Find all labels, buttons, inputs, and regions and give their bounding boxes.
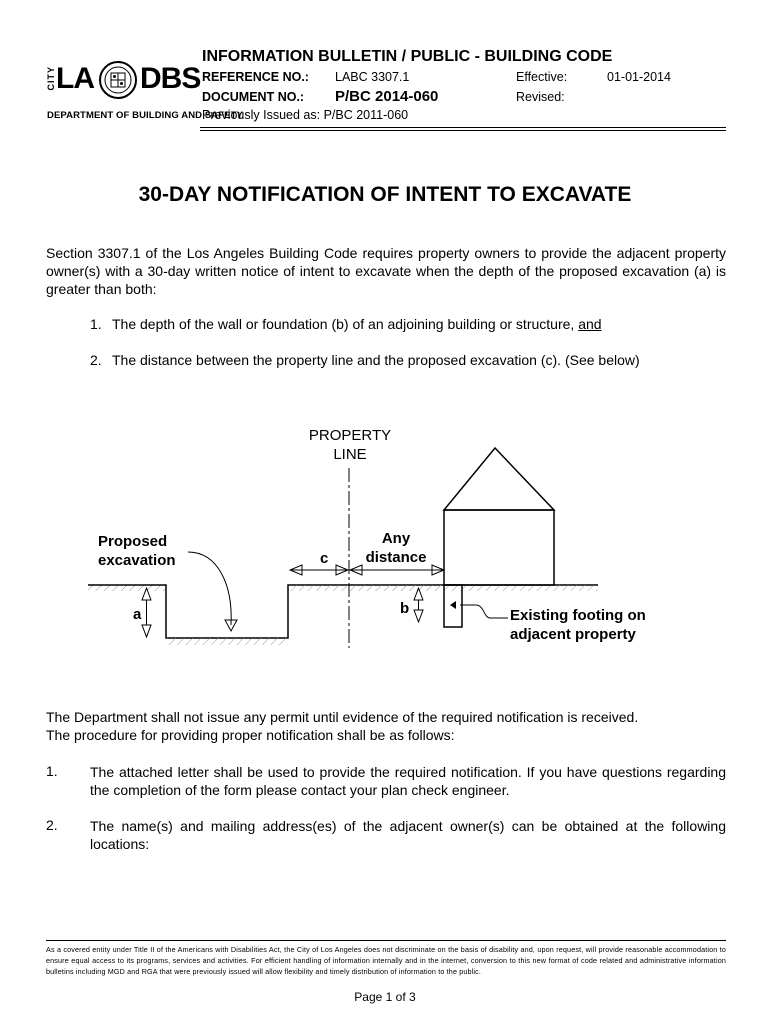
- footing-label-2: adjacent property: [510, 626, 636, 643]
- procedure-2-number: 2.: [46, 817, 58, 833]
- logo-dbs-text: DBS: [140, 62, 201, 95]
- city-seal-icon: [98, 58, 138, 104]
- proposed-leader: [188, 552, 231, 625]
- any-label: Any: [381, 530, 411, 547]
- distance-label: distance: [365, 549, 427, 566]
- proposed-label-1: Proposed: [98, 533, 168, 550]
- ground-hatch-right: [288, 585, 598, 591]
- reference-value: LABC 3307.1: [335, 70, 410, 84]
- label-a: a: [133, 606, 142, 623]
- intro-paragraph: Section 3307.1 of the Los Angeles Building Code requires property owners to provide the adjacent property owner(s) with a 30-day written notice of intent to excavate when the depth of the proposed excavation (a) is greater than both:: [46, 245, 726, 297]
- page-title: 30-DAY NOTIFICATION OF INTENT TO EXCAVATE: [138, 183, 632, 206]
- a-arrow-down-icon: [142, 625, 151, 637]
- footer-rule: [46, 940, 726, 941]
- footing-label-1: Existing footing on: [510, 607, 646, 624]
- condition-1-text: The depth of the wall or foundation (b) of an adjoining building or structure,: [112, 316, 575, 332]
- logo-city-text: CITY: [46, 66, 56, 91]
- footing-arrow-icon: [450, 601, 456, 609]
- condition-2-text: The distance between the property line and the proposed excavation (c). (See below): [112, 352, 640, 368]
- reference-label: REFERENCE NO.:: [202, 70, 309, 84]
- revised-label: Revised:: [516, 90, 565, 104]
- bulletin-title: INFORMATION BULLETIN / PUBLIC - BUILDING CODE: [202, 48, 613, 65]
- excavation-diagram: [88, 420, 646, 650]
- document-label: DOCUMENT NO.:: [202, 90, 305, 104]
- house-roof: [444, 448, 554, 510]
- footing-leader: [460, 605, 508, 618]
- property-line-label-2: LINE: [333, 446, 367, 463]
- effective-label: Effective:: [516, 70, 568, 84]
- excavation-floor-hatch: [166, 638, 288, 645]
- header-rule: [200, 127, 726, 128]
- procedure-1-number: 1.: [46, 763, 58, 779]
- house-wall: [444, 510, 554, 585]
- effective-value: 01-01-2014: [607, 70, 671, 84]
- department-name: DEPARTMENT OF BUILDING AND SAFETY: [47, 110, 243, 121]
- property-line-label-1: PROPERTY: [308, 427, 392, 444]
- previously-issued: Previously Issued as: P/BC 2011-060: [202, 108, 409, 122]
- condition-2-number: 2.: [90, 352, 102, 368]
- proposed-label-2: excavation: [98, 552, 176, 569]
- document-value: P/BC 2014-060: [335, 88, 439, 105]
- condition-1: [112, 316, 602, 332]
- department-text-2: The procedure for providing proper notification shall be as follows:: [46, 727, 455, 743]
- logo-la-text: LA: [56, 62, 94, 95]
- procedure-1-text: The attached letter shall be used to provide the required notification. If you have questions regarding the completion of the form please contact your plan check engineer.: [90, 764, 726, 798]
- condition-1-and: and: [578, 316, 602, 332]
- ground-hatch-left: [88, 585, 166, 591]
- label-b: b: [400, 600, 410, 617]
- header-rule-2: [200, 130, 726, 131]
- label-c: c: [320, 550, 329, 567]
- page-number: Page 1 of 3: [354, 990, 416, 1004]
- ada-footnote: As a covered entity under Title II of the Americans with Disabilities Act, the City of Los Angeles does not discriminate on the basis of disability and, upon request, will provide reasonable accommodation to ensure equal access to its programs, services and activities. For efficient handling of information internally and in the internet, conversion to this new format of code related and administrative information bulletins including MGD and RGA that were previously issued will allow flexibility and timely distribution of information to the public.: [46, 945, 726, 976]
- procedure-2-text: The name(s) and mailing address(es) of the adjacent owner(s) can be obtained at the following locations:: [90, 818, 726, 852]
- condition-1-number: 1.: [90, 316, 102, 332]
- b-arrow-down-icon: [414, 610, 423, 622]
- department-text-1: The Department shall not issue any permit until evidence of the required notification is received.: [46, 709, 639, 725]
